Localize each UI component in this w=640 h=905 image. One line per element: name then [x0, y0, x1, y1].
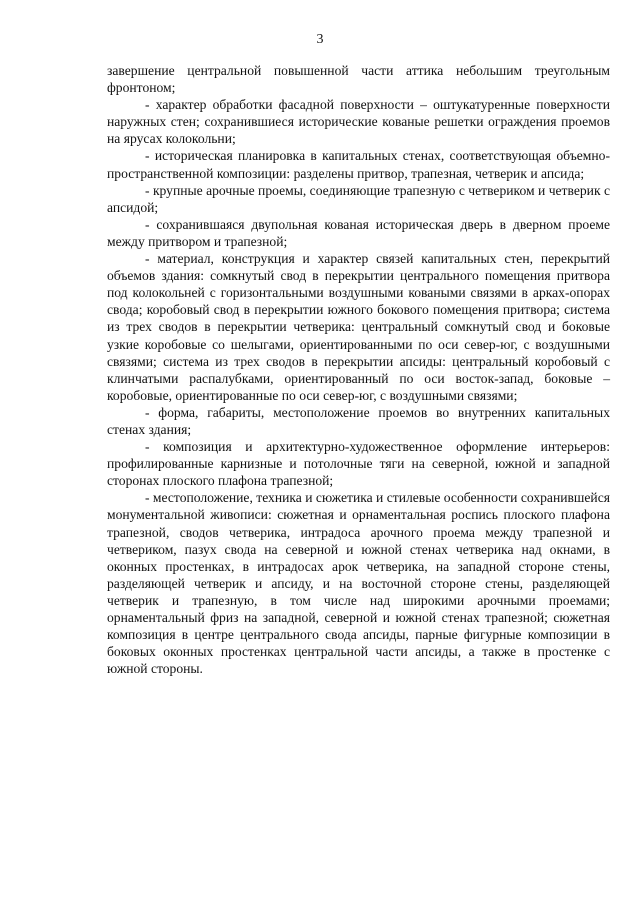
- list-item: - характер обработки фасадной поверхности – оштукатуренные поверхности наружных стен; сохранившиеся исторические кованые решетки ограждения проемов на ярусах колокольни;: [107, 97, 610, 147]
- list-item: - форма, габариты, местоположение проемов во внутренних капитальных стенах здания;: [107, 404, 610, 437]
- list-item: - историческая планировка в капитальных стенах, соответствующая объемно-пространственной композиции: разделены притвор, трапезная, четверик и апсида;: [107, 148, 610, 181]
- page-number: 3: [316, 32, 324, 47]
- list-item: - сохранившаяся двупольная кованая историческая дверь в дверном проеме между притвором и трапезной;: [107, 216, 610, 249]
- list-item: - материал, конструкция и характер связей капитальных стен, перекрытий объемов здания: сомкнутый свод в перекрытии центрального помещения притвора под колокольней с горизонтальными воздушными коваными связями в арках-опорах свода; коробовый свод в перекрытии южного бокового помещения притвора; система из трех сводов в перекрытии четверика: центральный сомкнутый свод и боковые узкие коробовые со шелыгами, ориентированными по оси север-юг, с воздушными связями; система из трех сводов в перекрытии апсиды: центральный коробовый с клинчатыми распалубками, ориентированный по оси восток-запад, боковые – коробовые, ориентированные по оси север-юг, с воздушными связями;: [107, 251, 610, 403]
- paragraph: завершение центральной повышенной части аттика небольшим треугольным фронтоном;: [107, 63, 610, 96]
- list-item: - композиция и архитектурно-художественное оформление интерьеров: профилированные карнизные и потолочные тяги на северной, южной и западной сторонах плоского плафона трапезной;: [107, 439, 610, 489]
- document-body: [107, 62, 610, 677]
- list-item: - крупные арочные проемы, соединяющие трапезную с четвериком и четверик с апсидой;: [107, 182, 610, 215]
- list-item: - местоположение, техника и сюжетика и стилевые особенности сохранившейся монументальной живописи: сюжетная и орнаментальная роспись плоского плафона трапезной, сводов четверика, интрадоса арочного проема между трапезной и четвериком, пазух свода на северной и южной стенах четверика над окнами, в оконных простенках, в интрадосах арок четверика, на западной стороне стены, разделяющей четверик и апсиду, и на восточной стороне стены, разделяющей четверик и трапезную, в том числе над широкими арочными проемами; орнаментальный фриз на западной, северной и южной стенах трапезной; сюжетная композиция в центре центрального свода апсиды, парные фигурные композиции в боковых оконных простенках центральной части апсиды, а также в простенке с южной стороны.: [107, 490, 610, 677]
